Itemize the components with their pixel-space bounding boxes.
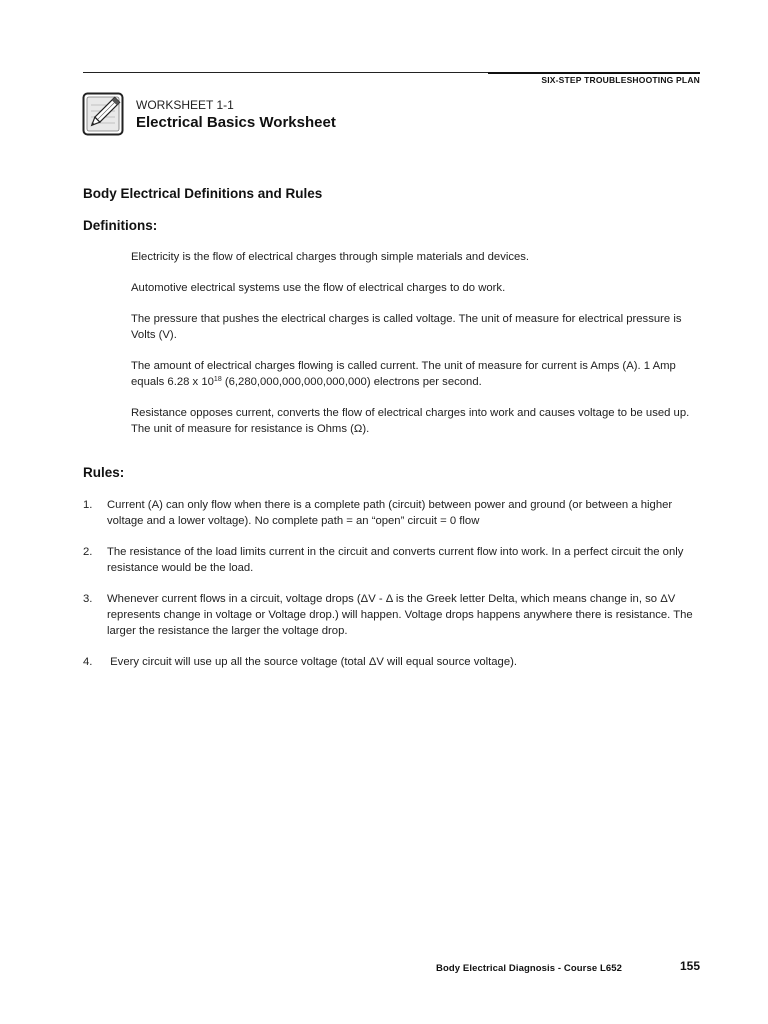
footer-course: Body Electrical Diagnosis - Course L652 <box>436 963 623 974</box>
page-number: 155 <box>680 959 701 973</box>
main-heading: Body Electrical Definitions and Rules <box>83 186 323 201</box>
rules-list <box>83 497 700 685</box>
rule-number: 3. <box>83 593 93 605</box>
definition-item: Automotive electrical systems use the flow of electrical charges to do work. <box>131 282 506 294</box>
definition-item: The pressure that pushes the electrical charges is called voltage. The unit of measure for electrical pressure is Volts (V). <box>131 313 682 341</box>
rule-item <box>83 544 700 576</box>
worksheet-title: Electrical Basics Worksheet <box>136 114 336 131</box>
definition-item: Electricity is the flow of electrical charges through simple materials and devices. <box>131 251 530 263</box>
rule-text: Current (A) can only flow when there is a complete path (circuit) between power and ground (or between a higher voltage and a lower voltage). No complete path = an “open” circuit = 0 flow <box>107 499 673 527</box>
rules-heading: Rules: <box>83 465 125 480</box>
definition-item: Resistance opposes current, converts the flow of electrical charges into work and causes voltage to be used up. The unit of measure for resistance is Ohms (Ω). <box>131 407 690 435</box>
pencil-paper-icon <box>82 92 124 136</box>
rule-number: 1. <box>83 499 93 511</box>
rule-item <box>83 497 700 529</box>
rule-item <box>83 591 700 639</box>
definitions-heading: Definitions: <box>83 218 158 233</box>
definition-text: (6,280,000,000,000,000,000) electrons per second. <box>221 376 482 388</box>
definition-item <box>131 358 691 390</box>
rule-item <box>83 654 700 670</box>
section-label: SIX-STEP TROUBLESHOOTING PLAN <box>541 75 700 85</box>
worksheet-number: WORKSHEET 1-1 <box>136 98 234 112</box>
rule-text: The resistance of the load limits current in the circuit and converts current flow into work. In a perfect circuit the only resistance would be the load. <box>107 546 684 574</box>
definition-text: The amount of electrical charges flowing is called current. The unit of measure for current is Amps (A). 1 Amp equals 6.28 x 10 <box>131 360 676 388</box>
exponent: 18 <box>213 376 222 383</box>
rule-number: 4. <box>83 656 93 668</box>
header-rule-accent <box>488 72 700 74</box>
rule-number: 2. <box>83 546 93 558</box>
rule-text: Every circuit will use up all the source voltage (total ΔV will equal source voltage). <box>107 656 518 668</box>
rule-text: Whenever current flows in a circuit, voltage drops (ΔV - Δ is the Greek letter Delta, which means change in, so ΔV represents change in voltage or Voltage drop.) will happen. Voltage drops happens anywhere there is resistance. The larger the resistance the larger the voltage drop. <box>107 593 693 637</box>
definitions-list <box>131 249 691 452</box>
